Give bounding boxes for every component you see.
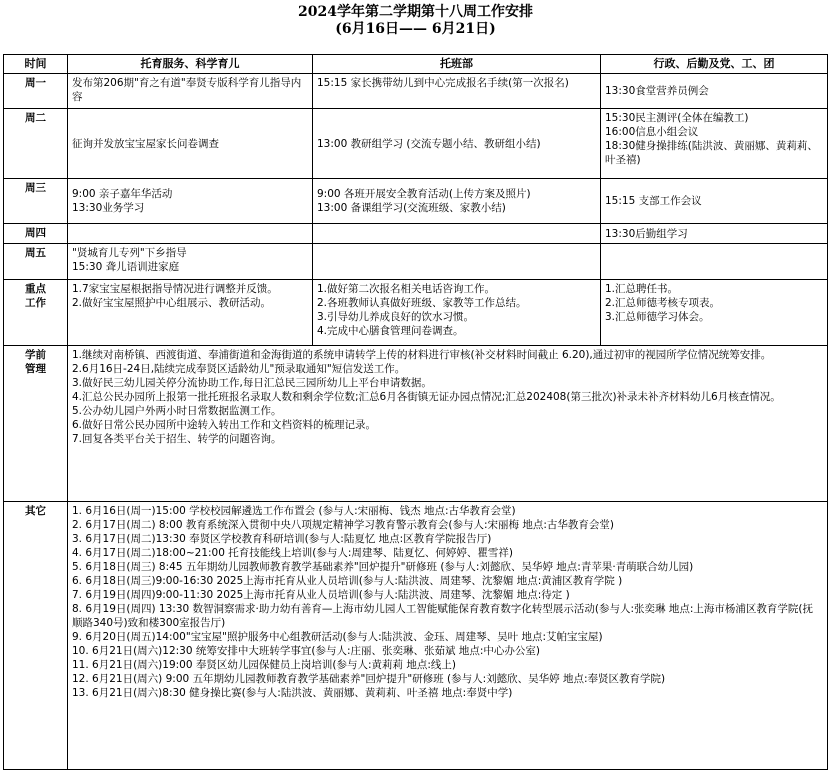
monday-admin-item: 13:30食堂营养员例会 <box>605 85 709 97</box>
tuesday-class <box>313 109 601 179</box>
friday-childcare <box>68 244 313 280</box>
other-item: 8. 6月19日(周四) 13:30 数智洞察需求·助力幼有善育—上海市幼儿园人工智能赋能保育教育数字化转型展示活动(参与人:张奕琳 地点:上海市杨浦区教育学院(抚顺路340号)致和楼300室报告厅) <box>72 603 813 629</box>
monday-childcare-text: 发布第206期"育之有道"奉贤专版科学育儿指导内容 <box>72 77 302 103</box>
friday-childcare-item: 15:30 聋儿语训进家庭 <box>72 261 180 273</box>
management-content <box>68 346 828 502</box>
wednesday-class-item: 13:00 备课组学习(交流班级、家教小结) <box>317 202 506 214</box>
day-label-focus <box>4 280 68 346</box>
focus-class-item: 4.完成中心膳食管理问卷调查。 <box>317 325 464 337</box>
other-item: 12. 6月21日(周六) 9:00 五年期幼儿园教师教育教学基础素养"回炉提升"研修班 (参与人:刘懿欣、吴华婷 地点:奉贤区教育学院) <box>72 673 666 685</box>
tuesday-admin-item: 15:30民主测评(全体在编教工) <box>605 112 749 124</box>
row-management <box>4 346 828 502</box>
day-label-monday: 周一 <box>4 74 68 109</box>
row-friday <box>4 244 828 280</box>
focus-childcare <box>68 280 313 346</box>
day-label-other: 其它 <box>4 502 68 770</box>
row-tuesday <box>4 109 828 179</box>
focus-admin-item: 1.汇总聘任书。 <box>605 283 679 295</box>
management-label-line: 学前 <box>25 349 46 361</box>
document-title <box>0 4 831 38</box>
focus-class-item: 2.各班教师认真做好班级、家教等工作总结。 <box>317 297 527 309</box>
other-item: 3. 6月17日(周二)13:30 奉贤区学校教育科研培训(参与人:陆夏忆 地点:区教育学院报告厅) <box>72 533 492 545</box>
other-content <box>68 502 828 770</box>
row-thursday <box>4 224 828 244</box>
friday-admin <box>601 244 828 280</box>
wednesday-class <box>313 179 601 224</box>
wednesday-admin-item: 15:15 支部工作会议 <box>605 195 702 207</box>
header-class: 托班部 <box>313 55 601 74</box>
other-item: 13. 6月21日(周六)8:30 健身操比赛(参与人:陆洪波、黄丽娜、黄莉莉、叶圣禧 地点:奉贤中学) <box>72 687 513 699</box>
friday-childcare-item: "贤城育儿专列"下乡指导 <box>72 247 187 259</box>
row-other <box>4 502 828 770</box>
focus-class-item: 3.引导幼儿养成良好的饮水习惯。 <box>317 311 475 323</box>
management-item: 3.做好民三幼儿园关停分流协助工作,每日汇总民三园所幼儿上平台申请数据。 <box>72 377 432 389</box>
wednesday-childcare-item: 13:30业务学习 <box>72 202 145 214</box>
row-wednesday <box>4 179 828 224</box>
other-item: 7. 6月19日(周四)9:00-11:30 2025上海市托育从业人员培训(参与人:陆洪波、周建琴、沈黎媚 地点:待定 ) <box>72 589 570 601</box>
focus-admin <box>601 280 828 346</box>
thursday-class <box>313 224 601 244</box>
other-item: 11. 6月21日(周六)19:00 奉贤区幼儿园保健员上岗培训(参与人:黄莉莉 地点:线上) <box>72 659 456 671</box>
management-item: 1.继续对南桥镇、西渡街道、奉浦街道和金海街道的系统申请转学上传的材料进行审核(补交材料时间截止 6.20),通过初审的视园所学位情况统筹安排。 <box>72 349 772 361</box>
other-item: 5. 6月18日(周三) 8:45 五年期幼儿园教师教育教学基础素养"回炉提升"研修班 (参与人:刘懿欣、吴华婷 地点:青苹果·青萌联合幼儿园) <box>72 561 694 573</box>
monday-class <box>313 74 601 109</box>
day-label-thursday: 周四 <box>4 224 68 244</box>
friday-class <box>313 244 601 280</box>
focus-label-line: 重点 <box>25 283 46 295</box>
focus-childcare-item: 2.做好宝宝屋照护中心组展示、教研活动。 <box>72 297 272 309</box>
monday-childcare <box>68 74 313 109</box>
tuesday-admin-item: 16:00信息小组会议 <box>605 126 699 138</box>
other-item: 2. 6月17日(周二) 8:00 教育系统深入贯彻中央八项规定精神学习教育警示教育会(参与人:宋丽梅 地点:古华教育会堂) <box>72 519 614 531</box>
focus-label-line: 工作 <box>25 297 46 309</box>
wednesday-childcare <box>68 179 313 224</box>
header-childcare: 托育服务、科学育儿 <box>68 55 313 74</box>
management-item: 7.回复各类平台关于招生、转学的问题咨询。 <box>72 433 282 445</box>
row-focus-work <box>4 280 828 346</box>
monday-class-text: 15:15 家长携带幼儿到中心完成报名手续(第一次报名) <box>317 77 569 89</box>
focus-admin-item: 3.汇总师德学习体会。 <box>605 311 710 323</box>
thursday-admin-item: 13:30后勤组学习 <box>605 227 688 240</box>
management-item: 6.做好日常公民办园所中途转入转出工作和文档资料的梳理记录。 <box>72 419 377 431</box>
focus-class <box>313 280 601 346</box>
wednesday-class-item: 9:00 各班开展安全教育活动(上传方案及照片) <box>317 188 531 200</box>
management-item: 4.汇总公民办园所上报第一批托班报名录取人数和剩余学位数;汇总6月各街镇无证办园点情况;汇总202408(第三批次)补录未补齐材料幼儿6月核查情况。 <box>72 391 781 403</box>
other-item: 1. 6月16日(周一)15:00 学校校园解遴选工作布置会 (参与人:宋丽梅、钱杰 地点:古华教育会堂) <box>72 505 516 517</box>
other-item: 6. 6月18日(周三)9:00-16:30 2025上海市托育从业人员培训(参与人:陆洪波、周建琴、沈黎媚 地点:黄浦区教育学院 ) <box>72 575 623 587</box>
title-line-1: 2024学年第二学期第十八周工作安排 <box>298 4 533 20</box>
other-item: 10. 6月21日(周六)12:30 统筹安排中大班转学事宜(参与人:庄丽、张奕琳、张茹斌 地点:中心办公室) <box>72 645 540 657</box>
other-item: 9. 6月20日(周五)14:00"宝宝屋"照护服务中心组教研活动(参与人:陆洪波、金珏、周建琴、吴叶 地点:艾帕宝宝屋) <box>72 631 603 643</box>
tuesday-childcare <box>68 109 313 179</box>
wednesday-admin <box>601 179 828 224</box>
tuesday-childcare-text: 征询并发放宝宝屋家长问卷调查 <box>72 137 219 150</box>
schedule-table <box>3 54 828 770</box>
tuesday-class-text: 13:00 教研组学习 (交流专题小结、教研组小结) <box>317 137 541 150</box>
management-item: 2.6月16日-24日,陆续完成奉贤区适龄幼儿"预录取通知"短信发送工作。 <box>72 363 406 375</box>
header-time: 时间 <box>4 55 68 74</box>
day-label-friday: 周五 <box>4 244 68 280</box>
thursday-childcare <box>68 224 313 244</box>
header-admin: 行政、后勤及党、工、团 <box>601 55 828 74</box>
day-label-wednesday: 周三 <box>4 179 68 224</box>
day-label-management <box>4 346 68 502</box>
tuesday-admin <box>601 109 828 179</box>
title-line-2: (6月16日—— 6月21日) <box>335 21 496 37</box>
management-item: 5.公办幼儿园户外两小时日常数据监测工作。 <box>72 405 282 417</box>
focus-class-item: 1.做好第二次报名相关电话咨询工作。 <box>317 283 496 295</box>
header-row <box>4 55 828 74</box>
row-monday <box>4 74 828 109</box>
management-label-line: 管理 <box>25 363 46 375</box>
day-label-tuesday: 周二 <box>4 109 68 179</box>
other-item: 4. 6月17日(周二)18:00~21:00 托育技能线上培训(参与人:周建琴、陆夏忆、何婷婷、瞿雪祥) <box>72 547 513 559</box>
tuesday-admin-item: 18:30健身操排练(陆洪波、黄丽娜、黄莉莉、叶圣禧) <box>605 140 818 166</box>
thursday-admin <box>601 224 828 244</box>
wednesday-childcare-item: 9:00 亲子嘉年华活动 <box>72 188 173 200</box>
focus-childcare-item: 1.7家宝宝屋根据指导情况进行调整并反馈。 <box>72 283 278 295</box>
focus-admin-item: 2.汇总师德考核专项表。 <box>605 297 721 309</box>
monday-admin <box>601 74 828 109</box>
